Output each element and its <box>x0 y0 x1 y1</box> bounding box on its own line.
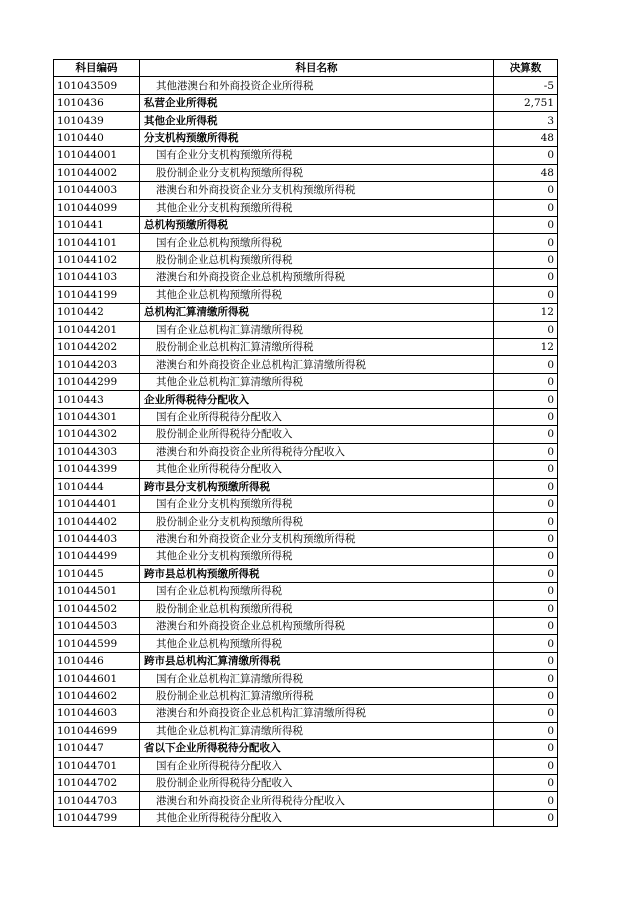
final-amount: 0 <box>494 216 558 233</box>
final-amount: 0 <box>494 199 558 216</box>
subject-code: 1010444 <box>54 478 140 495</box>
subject-code: 101044301 <box>54 408 140 425</box>
subject-code: 101044302 <box>54 426 140 443</box>
table-row <box>54 286 558 303</box>
subject-name: 国有企业总机构汇算清缴所得税 <box>140 670 494 687</box>
table-row <box>54 513 558 530</box>
subject-code: 101044199 <box>54 286 140 303</box>
table-row <box>54 129 558 146</box>
subject-code: 101044503 <box>54 618 140 635</box>
subject-code: 1010446 <box>54 652 140 669</box>
subject-name: 港澳台和外商投资企业所得税待分配收入 <box>140 443 494 460</box>
table-row <box>54 408 558 425</box>
table-row <box>54 774 558 791</box>
subject-code: 101044401 <box>54 495 140 512</box>
subject-name: 港澳台和外商投资企业所得税待分配收入 <box>140 792 494 809</box>
subject-name: 股份制企业总机构汇算清缴所得税 <box>140 339 494 356</box>
table-row <box>54 687 558 704</box>
table-row <box>54 757 558 774</box>
final-amount: 0 <box>494 443 558 460</box>
table-row <box>54 182 558 199</box>
table-row <box>54 565 558 582</box>
subject-name: 其他企业总机构汇算清缴所得税 <box>140 722 494 739</box>
subject-name: 跨市县总机构汇算清缴所得税 <box>140 652 494 669</box>
final-amount: 0 <box>494 373 558 390</box>
table-header <box>54 60 558 77</box>
subject-code: 101044501 <box>54 583 140 600</box>
subject-name: 其他企业总机构预缴所得税 <box>140 286 494 303</box>
table-row <box>54 112 558 129</box>
subject-name: 股份制企业总机构预缴所得税 <box>140 600 494 617</box>
subject-name: 港澳台和外商投资企业总机构汇算清缴所得税 <box>140 356 494 373</box>
table-row <box>54 495 558 512</box>
final-amount: 0 <box>494 426 558 443</box>
table-row <box>54 548 558 565</box>
table-row <box>54 426 558 443</box>
subject-name: 股份制企业所得税待分配收入 <box>140 426 494 443</box>
table-row <box>54 373 558 390</box>
final-amount: 0 <box>494 495 558 512</box>
final-amount: 0 <box>494 391 558 408</box>
final-amount: 0 <box>494 757 558 774</box>
final-amount: 0 <box>494 635 558 652</box>
table-row <box>54 164 558 181</box>
table-body <box>54 77 558 827</box>
table-row <box>54 234 558 251</box>
subject-code: 101044702 <box>54 774 140 791</box>
subject-code: 101044299 <box>54 373 140 390</box>
table-row <box>54 304 558 321</box>
final-amount: 0 <box>494 809 558 826</box>
subject-code: 1010439 <box>54 112 140 129</box>
subject-code: 101044701 <box>54 757 140 774</box>
subject-name: 私营企业所得税 <box>140 94 494 111</box>
final-amount: 0 <box>494 565 558 582</box>
table-row <box>54 740 558 757</box>
subject-code: 101044499 <box>54 548 140 565</box>
subject-code: 101044602 <box>54 687 140 704</box>
subject-name: 跨市县分支机构预缴所得税 <box>140 478 494 495</box>
subject-name: 总机构汇算清缴所得税 <box>140 304 494 321</box>
table-row <box>54 670 558 687</box>
table-row <box>54 391 558 408</box>
subject-code: 101044002 <box>54 164 140 181</box>
final-amount: 0 <box>494 478 558 495</box>
subject-name: 其他企业分支机构预缴所得税 <box>140 548 494 565</box>
subject-code: 101044599 <box>54 635 140 652</box>
subject-code: 101044399 <box>54 461 140 478</box>
final-amount: 0 <box>494 600 558 617</box>
subject-code: 101044603 <box>54 705 140 722</box>
final-amount: 0 <box>494 356 558 373</box>
subject-code: 101043509 <box>54 77 140 94</box>
table-row <box>54 94 558 111</box>
subject-code: 1010442 <box>54 304 140 321</box>
subject-code: 101044099 <box>54 199 140 216</box>
subject-code: 101044203 <box>54 356 140 373</box>
table-row <box>54 722 558 739</box>
table-row <box>54 356 558 373</box>
table-row <box>54 600 558 617</box>
subject-name: 其他港澳台和外商投资企业所得税 <box>140 77 494 94</box>
subject-name: 国有企业总机构汇算清缴所得税 <box>140 321 494 338</box>
subject-name: 国有企业分支机构预缴所得税 <box>140 147 494 164</box>
subject-name: 股份制企业总机构预缴所得税 <box>140 251 494 268</box>
subject-code: 1010440 <box>54 129 140 146</box>
table-row <box>54 77 558 94</box>
header-row <box>54 60 558 77</box>
final-amount: 0 <box>494 321 558 338</box>
final-amount: 0 <box>494 548 558 565</box>
final-amount: 0 <box>494 774 558 791</box>
subject-code: 101044402 <box>54 513 140 530</box>
subject-name: 其他企业所得税待分配收入 <box>140 461 494 478</box>
final-amount: 0 <box>494 670 558 687</box>
final-amount: 0 <box>494 234 558 251</box>
subject-name: 总机构预缴所得税 <box>140 216 494 233</box>
final-amount: 0 <box>494 286 558 303</box>
subject-code: 101044201 <box>54 321 140 338</box>
final-amount: 0 <box>494 251 558 268</box>
header-amount: 决算数 <box>494 60 558 77</box>
header-name: 科目名称 <box>140 60 494 77</box>
subject-code: 101044403 <box>54 530 140 547</box>
final-amount: 0 <box>494 461 558 478</box>
subject-name: 国有企业分支机构预缴所得税 <box>140 495 494 512</box>
table-row <box>54 269 558 286</box>
subject-name: 港澳台和外商投资企业总机构预缴所得税 <box>140 618 494 635</box>
subject-name: 港澳台和外商投资企业分支机构预缴所得税 <box>140 182 494 199</box>
subject-code: 101044303 <box>54 443 140 460</box>
subject-code: 101044202 <box>54 339 140 356</box>
table-row <box>54 635 558 652</box>
final-amount: -5 <box>494 77 558 94</box>
subject-code: 1010445 <box>54 565 140 582</box>
table-row <box>54 339 558 356</box>
subject-code: 101044003 <box>54 182 140 199</box>
final-amount: 0 <box>494 583 558 600</box>
final-amount: 0 <box>494 618 558 635</box>
subject-code: 1010443 <box>54 391 140 408</box>
table-row <box>54 478 558 495</box>
final-amount: 0 <box>494 269 558 286</box>
final-amount: 0 <box>494 740 558 757</box>
final-amount: 0 <box>494 182 558 199</box>
table-row <box>54 705 558 722</box>
subject-name: 分支机构预缴所得税 <box>140 129 494 146</box>
subject-code: 1010447 <box>54 740 140 757</box>
subject-code: 101044001 <box>54 147 140 164</box>
table-row <box>54 443 558 460</box>
final-amount: 0 <box>494 530 558 547</box>
final-amount: 0 <box>494 705 558 722</box>
budget-table <box>53 59 558 827</box>
subject-name: 股份制企业分支机构预缴所得税 <box>140 513 494 530</box>
subject-code: 1010436 <box>54 94 140 111</box>
subject-name: 港澳台和外商投资企业分支机构预缴所得税 <box>140 530 494 547</box>
header-code: 科目编码 <box>54 60 140 77</box>
table-row <box>54 321 558 338</box>
final-amount: 12 <box>494 339 558 356</box>
final-amount: 2,751 <box>494 94 558 111</box>
final-amount: 0 <box>494 513 558 530</box>
final-amount: 0 <box>494 687 558 704</box>
subject-name: 国有企业所得税待分配收入 <box>140 408 494 425</box>
table-row <box>54 792 558 809</box>
subject-code: 101044102 <box>54 251 140 268</box>
subject-name: 股份制企业分支机构预缴所得税 <box>140 164 494 181</box>
subject-name: 股份制企业总机构汇算清缴所得税 <box>140 687 494 704</box>
subject-code: 101044103 <box>54 269 140 286</box>
subject-name: 股份制企业所得税待分配收入 <box>140 774 494 791</box>
final-amount: 48 <box>494 129 558 146</box>
subject-name: 其他企业总机构预缴所得税 <box>140 635 494 652</box>
table-row <box>54 216 558 233</box>
final-amount: 0 <box>494 408 558 425</box>
table-row <box>54 199 558 216</box>
subject-name: 其他企业总机构汇算清缴所得税 <box>140 373 494 390</box>
final-amount: 0 <box>494 652 558 669</box>
final-amount: 0 <box>494 147 558 164</box>
subject-code: 101044601 <box>54 670 140 687</box>
subject-code: 1010441 <box>54 216 140 233</box>
subject-code: 101044502 <box>54 600 140 617</box>
table-row <box>54 530 558 547</box>
subject-name: 跨市县总机构预缴所得税 <box>140 565 494 582</box>
subject-code: 101044703 <box>54 792 140 809</box>
subject-name: 省以下企业所得税待分配收入 <box>140 740 494 757</box>
subject-name: 其他企业分支机构预缴所得税 <box>140 199 494 216</box>
subject-code: 101044699 <box>54 722 140 739</box>
table-row <box>54 251 558 268</box>
subject-name: 国有企业总机构预缴所得税 <box>140 234 494 251</box>
final-amount: 0 <box>494 722 558 739</box>
subject-code: 101044101 <box>54 234 140 251</box>
subject-name: 港澳台和外商投资企业总机构预缴所得税 <box>140 269 494 286</box>
final-amount: 48 <box>494 164 558 181</box>
subject-name: 港澳台和外商投资企业总机构汇算清缴所得税 <box>140 705 494 722</box>
subject-name: 国有企业总机构预缴所得税 <box>140 583 494 600</box>
table-row <box>54 147 558 164</box>
table-row <box>54 809 558 826</box>
subject-code: 101044799 <box>54 809 140 826</box>
final-amount: 0 <box>494 792 558 809</box>
table-row <box>54 618 558 635</box>
subject-name: 国有企业所得税待分配收入 <box>140 757 494 774</box>
table-row <box>54 461 558 478</box>
final-amount: 3 <box>494 112 558 129</box>
table-row <box>54 583 558 600</box>
table-row <box>54 652 558 669</box>
subject-name: 企业所得税待分配收入 <box>140 391 494 408</box>
subject-name: 其他企业所得税待分配收入 <box>140 809 494 826</box>
final-amount: 12 <box>494 304 558 321</box>
subject-name: 其他企业所得税 <box>140 112 494 129</box>
